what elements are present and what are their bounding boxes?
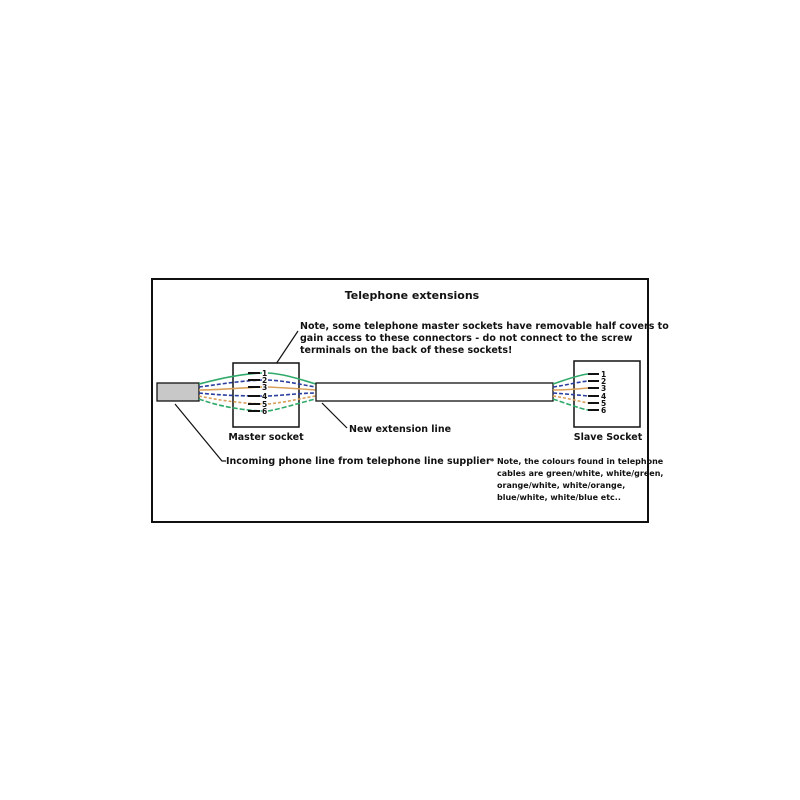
master-terminal-6: 6: [262, 407, 268, 416]
note-top-line-3: terminals on the back of these sockets!: [300, 345, 513, 356]
note-bottom-line-4: blue/white, white/blue etc..: [497, 493, 621, 502]
slave-terminal-6: 6: [601, 406, 607, 415]
extension-cable: [316, 383, 553, 401]
note-bottom-line-1: * Note, the colours found in telephone: [490, 457, 664, 466]
master-socket-label: Master socket: [228, 432, 304, 443]
master-terminal-4: 4: [262, 392, 268, 401]
slave-terminal-4: 4: [601, 392, 607, 401]
note-bottom-line-2: cables are green/white, white/green,: [497, 469, 664, 478]
note-bottom-line-3: orange/white, white/orange,: [497, 481, 626, 490]
slave-terminal-1: 1: [601, 370, 607, 379]
incoming-pointer-line: [175, 404, 226, 461]
slave-socket: [574, 361, 640, 427]
incoming-cable: [157, 383, 199, 401]
master-terminal-2: 2: [262, 376, 268, 385]
note-top-line-2: gain access to these connectors - do not connect to the screw: [300, 333, 633, 344]
master-terminal-5: 5: [262, 400, 268, 409]
incoming-line-label: Incoming phone line from telephone line supplier: [226, 456, 491, 467]
extension-line-label: New extension line: [349, 424, 452, 435]
master-terminal-3: 3: [262, 383, 268, 392]
note-top-line-1: Note, some telephone master sockets have removable half covers to: [300, 321, 669, 332]
slave-socket-label: Slave Socket: [573, 432, 643, 443]
slave-terminal-2: 2: [601, 377, 607, 386]
master-terminal-1: 1: [262, 369, 268, 378]
extension-pointer-line: [322, 403, 347, 428]
slave-terminal-5: 5: [601, 399, 607, 408]
slave-terminal-3: 3: [601, 384, 607, 393]
diagram-title: Telephone extensions: [344, 289, 480, 302]
